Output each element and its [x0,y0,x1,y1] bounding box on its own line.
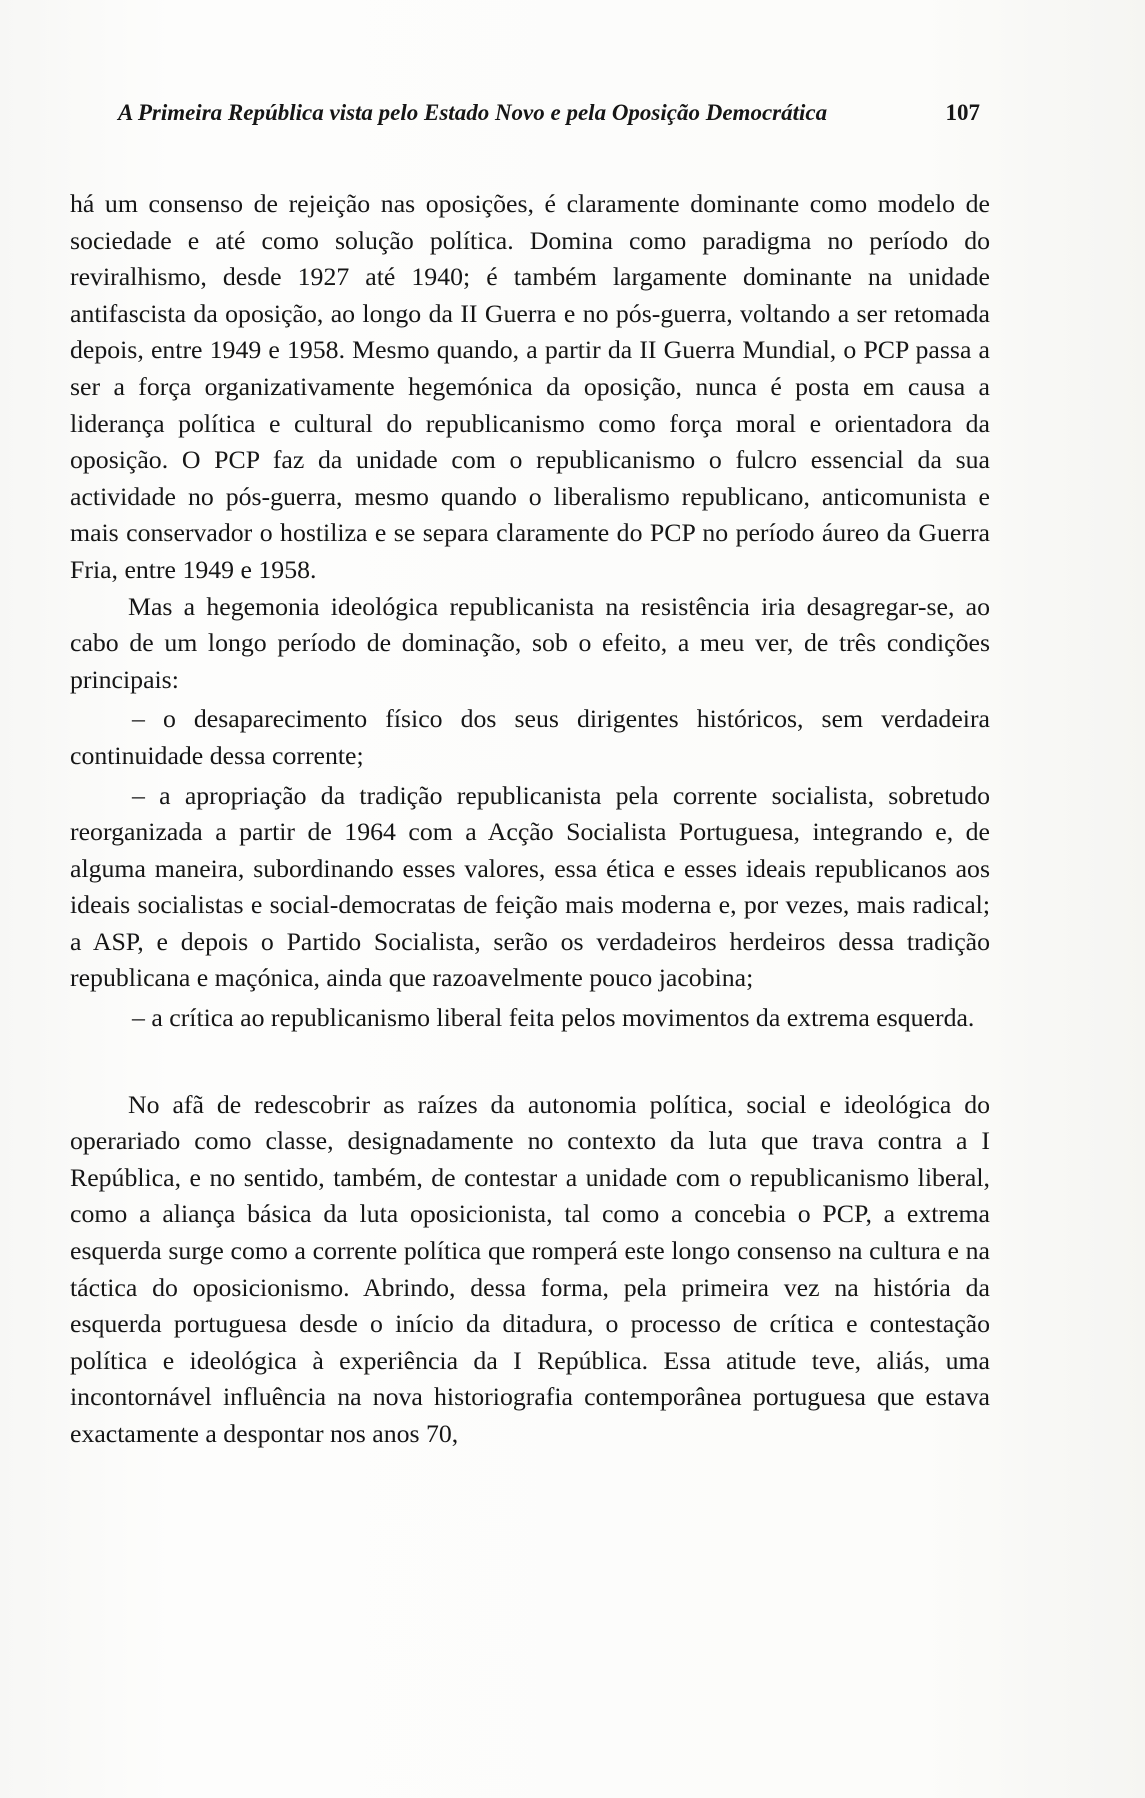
running-title: A Primeira República vista pelo Estado Novo e pela Oposição Democrática [118,100,828,125]
page-number: 107 [945,100,980,125]
body-text [70,186,990,1453]
paragraph-extreme-left: No afã de redescobrir as raízes da autonomia política, social e ideológica do operariado como classe, designadamente no contexto da luta que trava contra a I República, e no sentido, também, de contestar a unidade com o republicanismo liberal, como a aliança básica da luta oposicionista, tal como a concebia o PCP, a extrema esquerda surge como a corrente política que romperá este longo consenso na cultura e na táctica do oposicionismo. Abrindo, dessa forma, pela primeira vez na história da esquerda portuguesa desde o início da ditadura, o processo de crítica e contestação política e ideológica à experiência da I República. Essa atitude teve, aliás, uma incontornável influência na nova historiografia contemporânea portuguesa que estava exactamente a despontar nos anos 70, [70,1089,990,1448]
running-header [118,100,980,136]
list-item-appropriation: – a apropriação da tradição republicanista pela corrente socialista, sobretudo reorganizada a partir de 1964 com a Acção Socialista Portuguesa, integrando e, de alguma maneira, subordinando esses valores, essa ética e esses ideais republicanos aos ideais socialistas e social-democratas de feição mais moderna e, por vezes, mais radical; a ASP, e depois o Partido Socialista, serão os verdadeiros herdeiros dessa tradição republicana e maçónica, ainda que razoavelmente pouco jacobina; [70,780,990,993]
paragraph-hegemony: Mas a hegemonia ideológica republicanista na resistência iria desagregar-se, ao cabo de um longo período de dominação, sob o efeito, a meu ver, de três condições principais: [70,591,990,694]
list-item-criticism: – a crítica ao republicanismo liberal feita pelos movimentos da extrema esquerda. [132,1003,975,1033]
paragraph-continuation: há um consenso de rejeição nas oposições, é claramente dominante como modelo de sociedade e até como solução política. Domina como paradigma no período do reviralhismo, desde 1927 até 1940; é também largamente dominante na unidade antifascista da oposição, ao longo da II Guerra e no pós-guerra, voltando a ser retomada depois, entre 1949 e 1958. Mesmo quando, a partir da II Guerra Mundial, o PCP passa a ser a força organizativamente hegemónica da oposição, nunca é posta em causa a liderança política e cultural do republicanismo como força moral e orientadora da oposição. O PCP faz da unidade com o republicanismo o fulcro essencial da sua actividade no pós-guerra, mesmo quando o liberalismo republicano, anticomunista e mais conservador o hostiliza e se separa claramente do PCP no período áureo da Guerra Fria, entre 1949 e 1958. [70,189,990,584]
list-item-disappearance: – o desaparecimento físico dos seus dirigentes históricos, sem verdadeira continuidade dessa corrente; [70,704,990,770]
